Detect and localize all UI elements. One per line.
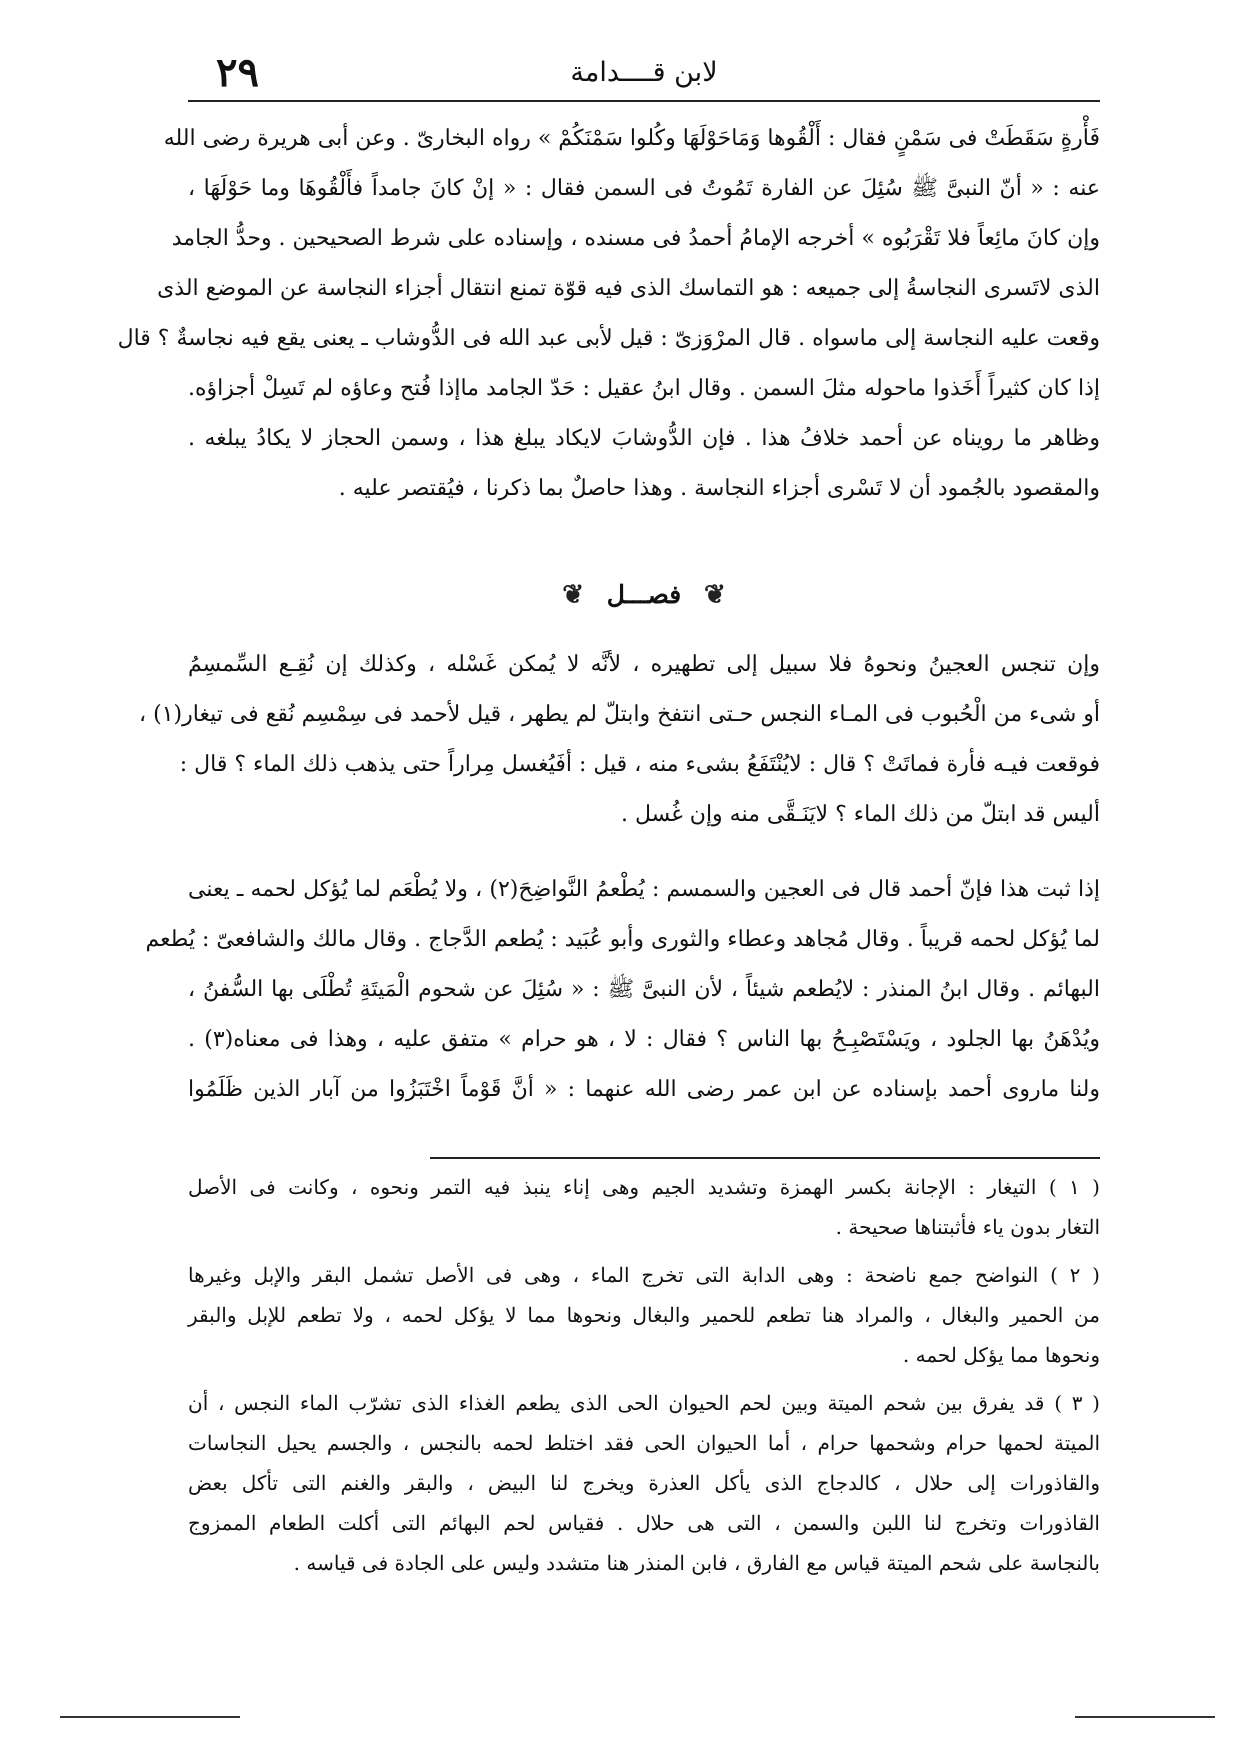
text-line: ولنا ماروى أحمد بإسناده عن ابن عمر رضى الله عنهما : « أنَّ قَوْماً اخْتَبَزُوا من آبار الذين ظَلَمُوا bbox=[188, 1077, 1100, 1102]
text-line: وظاهر ما رويناه عن أحمد خلافُ هذا . فإن الدُّوشابَ لايكاد يبلغ هذا ، وسمن الحجاز لا يكادُ يبلغه . bbox=[188, 426, 1100, 451]
footnote-line: ( ٢ ) النواضح جمع ناضحة : وهى الدابة التى تخرج الماء ، وهى فى الأصل تشمل البقر والإبل وغيرها bbox=[188, 1263, 1100, 1287]
text-line: والمقصود بالجُمود أن لا تَسْرى أجزاء النجاسة . وهذا حاصلٌ بما ذكرنا ، فيُقتصر عليه . bbox=[338, 476, 1100, 501]
footnote-1 bbox=[188, 1167, 1100, 1247]
footnote-line: التغار بدون ياء فأثبتناها صحيحة . bbox=[835, 1215, 1100, 1239]
footnote-line: من الحمير والبغال ، والمراد هنا تطعم للحمير والبغال ونحوها مما لا يؤكل لحمه ، ولا تطعم للإبل والبقر bbox=[188, 1303, 1100, 1327]
text-line: الذى لاتَسرى النجاسةُ إلى جميعه : هو التماسك الذى فيه قوّة تمنع انتقال أجزاء النجاسة عن الموضع الذى bbox=[157, 276, 1100, 301]
text-line: عنه : « أنّ النبىَّ ﷺ سُئِلَ عن الفارة تَمُوتُ فى السمن فقال : « إنْ كانَ جامداً فأَلْقُوهَا وما حَوْلَهَا ، bbox=[188, 176, 1100, 201]
paragraph-2 bbox=[139, 640, 1100, 840]
section-heading bbox=[188, 570, 1100, 620]
header-rule bbox=[188, 100, 1100, 102]
text-line: إذا كان كثيراً أَخَذوا ماحوله مثلَ السمن . وقال ابنُ عقيل : حَدّ الجامد ماإذا فُتح وعاؤه لم تَسِلْ أجزاؤه. bbox=[188, 376, 1100, 401]
text-line: وإن كانَ مائِعاً فلا تَقْرَبُوه » أخرجه الإمامُ أحمدُ فى مسنده ، وإسناده على شرط الصحيحين . وحدُّ الجامد bbox=[171, 226, 1100, 251]
ornament-icon: ❦ bbox=[703, 580, 726, 610]
footnote-3 bbox=[188, 1383, 1100, 1583]
text-line: أليس قد ابتلّ من ذلك الماء ؟ لايَنَـقَّى منه وإن غُسل . bbox=[621, 802, 1100, 827]
ornament-icon: ❦ bbox=[562, 580, 584, 610]
footnote-2 bbox=[188, 1255, 1100, 1375]
paragraph-1 bbox=[117, 114, 1100, 514]
paragraph-3 bbox=[145, 865, 1100, 1115]
footnote-line: القاذورات وتخرج لنا اللبن والسمن ، التى هى حلال . فقياس لحم البهائم التى أكلت الطعام الممزوج bbox=[188, 1511, 1100, 1535]
text-line: أو شىء من الْحُبوب فى المـاء النجس حـتى انتفخ وابتلّ لم يطهر ، قيل لأحمد فى سِمْسِم نُقع فى تيغار(١) ، bbox=[139, 702, 1100, 727]
text-line: وقعت عليه النجاسة إلى ماسواه . قال المرْوَزىّ : قيل لأبى عبد الله فى الدُّوشاب ـ يعنى يقع فيه نجاسةٌ ؟ قال bbox=[117, 326, 1100, 351]
footnote-rule bbox=[430, 1157, 1100, 1159]
footnote-line: ونحوها مما يؤكل لحمه . bbox=[902, 1343, 1100, 1367]
bottom-rule-right bbox=[1075, 1716, 1215, 1718]
text-line: فَأْرةٍ سَقَطَتْ فى سَمْنٍ فقال : أَلْقُوها وَمَاحَوْلَهَا وكُلوا سَمْنَكُمْ » رواه البخارىّ . وعن أبى هريرة رضى الله bbox=[163, 126, 1100, 151]
footnote-line: ( ١ ) التيغار : الإجانة بكسر الهمزة وتشديد الجيم وهى إناء ينبذ فيه التمر ونحوه ، وكانت فى الأصل bbox=[188, 1175, 1100, 1199]
footnote-line: الميتة لحمها حرام وشحمها حرام ، أما الحيوان الحى فقد اختلط لحمه بالنجس ، والجسم يحيل النجاسات bbox=[188, 1431, 1100, 1455]
running-title: لابن قــــدامة bbox=[570, 57, 718, 88]
footnote-line: ( ٣ ) قد يفرق بين شحم الميتة وبين لحم الحيوان الحى الذى يطعم الغذاء الذى تشرّب الماء النجس ، أن bbox=[188, 1391, 1100, 1415]
text-line: البهائم . وقال ابنُ المنذر : لايُطعم شيئاً ، لأن النبىَّ ﷺ : « سُئِلَ عن شحوم الْمَيتَةِ تُطْلَى بها السُّفنُ ، bbox=[188, 977, 1100, 1002]
page-header bbox=[188, 46, 1100, 100]
text-line: فوقعت فيـه فأرة فماتَتْ ؟ قال : لايُنْتَفَعُ بشىء منه ، قيل : أفَيُغسل مِراراً حتى يذهب ذلك الماء ؟ قال : bbox=[179, 752, 1100, 777]
page-number: ٢٩ bbox=[216, 49, 259, 96]
footnote-line: والقاذورات إلى حلال ، كالدجاج الذى يأكل العذرة ويخرج لنا البيض ، والبقر والغنم التى تأكل بعض bbox=[188, 1471, 1100, 1495]
bottom-rule-left bbox=[60, 1716, 240, 1718]
text-line: ويُدْهَنُ بها الجلود ، ويَسْتَصْبِـحُ بها الناس ؟ فقال : لا ، هو حرام » متفق عليه ، وهذا فى معناه(٣) . bbox=[188, 1027, 1100, 1052]
footnotes bbox=[188, 1167, 1100, 1583]
text-line: لما يُؤكل لحمه قريباً . وقال مُجاهد وعطاء والثورى وأبو عُبَيد : يُطعم الدَّجاج . وقال مالك والشافعىّ : يُطعم bbox=[145, 927, 1100, 952]
footnote-line: بالنجاسة على شحم الميتة قياس مع الفارق ، فابن المنذر هنا متشدد وليس على الجادة فى قياسه . bbox=[293, 1551, 1100, 1575]
section-title: فصـــل bbox=[606, 580, 682, 609]
text-line: وإن تنجس العجينُ ونحوهُ فلا سبيل إلى تطهيره ، لأنَّه لا يُمكن غَسْله ، وكذلك إن نُقِـع السِّمسِمُ bbox=[188, 652, 1100, 677]
text-line: إذا ثبت هذا فإنّ أحمد قال فى العجين والسمسم : يُطْعمُ النَّواضِحَ(٢) ، ولا يُطْعَم لما يُؤكل لحمه ـ يعنى bbox=[188, 877, 1100, 902]
